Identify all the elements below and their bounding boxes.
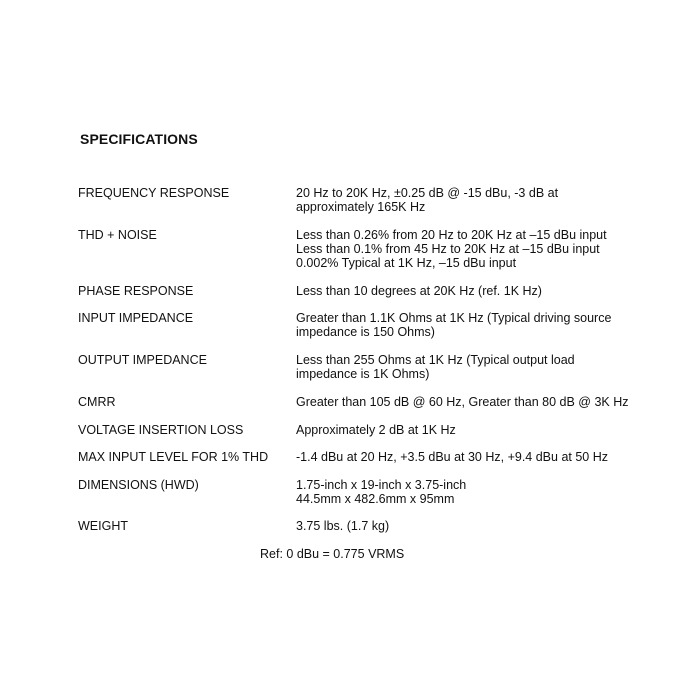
spec-value-line: -1.4 dBu at 20 Hz, +3.5 dBu at 30 Hz, +9.4 dBu at 50 Hz [296,450,608,464]
spec-value-line: 20 Hz to 20K Hz, ±0.25 dB @ -15 dBu, -3 dB at [296,186,559,200]
spec-value-line: 44.5mm x 482.6mm x 95mm [296,492,455,506]
spec-value [296,450,636,464]
spec-value-line: Greater than 1.1K Ohms at 1K Hz (Typical driving source [296,311,612,325]
spec-value [296,311,636,339]
spec-label: VOLTAGE INSERTION LOSS [78,423,244,437]
spec-value-line: Less than 0.26% from 20 Hz to 20K Hz at –15 dBu input [296,228,607,242]
spec-value-line: 1.75-inch x 19-inch x 3.75-inch [296,478,467,492]
spec-value [296,519,636,533]
spec-value [296,478,636,506]
spec-label: OUTPUT IMPEDANCE [78,353,207,367]
spec-value-line: Approximately 2 dB at 1K Hz [296,423,456,437]
spec-label: INPUT IMPEDANCE [78,311,194,325]
spec-label: DIMENSIONS (HWD) [78,478,199,492]
spec-value-line: impedance is 1K Ohms) [296,367,430,381]
reference-footnote: Ref: 0 dBu = 0.775 VRMS [260,547,405,561]
spec-value [296,353,636,381]
spec-value [296,284,636,298]
spec-value-line: 3.75 lbs. (1.7 kg) [296,519,390,533]
spec-label: FREQUENCY RESPONSE [78,186,230,200]
spec-value-line: Less than 10 degrees at 20K Hz (ref. 1K Hz) [296,284,542,298]
spec-label: PHASE RESPONSE [78,284,194,298]
spec-value [296,186,636,214]
spec-value-line: approximately 165K Hz [296,200,426,214]
spec-label: THD + NOISE [78,228,157,242]
spec-value [296,423,636,437]
spec-value-line: impedance is 150 Ohms) [296,325,435,339]
spec-value-line: 0.002% Typical at 1K Hz, –15 dBu input [296,256,517,270]
spec-value-line: Greater than 105 dB @ 60 Hz, Greater than 80 dB @ 3K Hz [296,395,629,409]
spec-label: WEIGHT [78,519,128,533]
spec-label: CMRR [78,395,116,409]
spec-label: MAX INPUT LEVEL FOR 1% THD [78,450,269,464]
page-title: SPECIFICATIONS [80,131,198,147]
spec-value-line: Less than 0.1% from 45 Hz to 20K Hz at –15 dBu input [296,242,600,256]
spec-value [296,395,636,409]
spec-value [296,228,636,270]
spec-value-line: Less than 255 Ohms at 1K Hz (Typical output load [296,353,575,367]
